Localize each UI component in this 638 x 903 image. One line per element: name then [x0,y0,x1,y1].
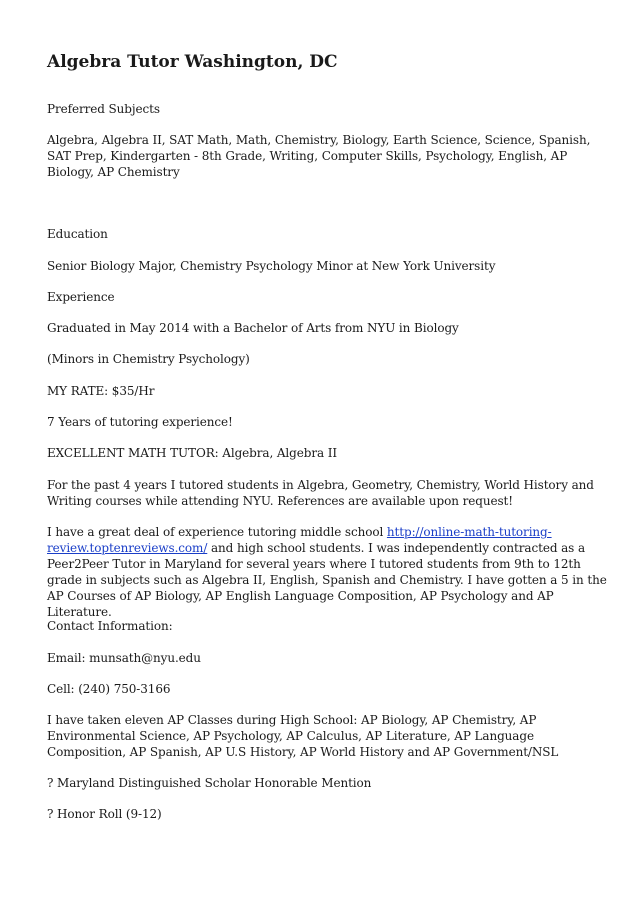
graduated-text: Graduated in May 2014 with a Bachelor of Arts from NYU in Biology [47,321,459,335]
past-years-text: For the past 4 years I tutored students in Algebra, Geometry, Chemistry, World History and Writing courses while attending NYU. References are available upon request! [47,478,594,508]
honor-item: ? Maryland Distinguished Scholar Honorable Mention [47,776,372,790]
experience-text-after-link: and high school students. I was independently contracted as a Peer2Peer Tutor in Maryland for several years where I tutored students from 9th to 12th grade in subjects such as Algebra II, English, Spanish and Chemistry. I have gotten a 5 in the AP Courses of AP Biology, AP English Language Composition, AP Psychology and AP Literature. [47,541,607,619]
contact-heading: Contact Information: [47,619,173,633]
years-experience-text: 7 Years of tutoring experience! [47,415,233,429]
rate-text: MY RATE: $35/Hr [47,384,155,398]
education-text: Senior Biology Major, Chemistry Psychology Minor at New York University [47,259,496,273]
honor-item: ? Honor Roll (9-12) [47,807,162,821]
math-tutor-text: EXCELLENT MATH TUTOR: Algebra, Algebra II [47,446,338,460]
tutoring-review-link[interactable]: http://online-math-tutoring-review.toptenreviews.com/ [47,525,552,555]
education-heading: Education [47,227,108,241]
preferred-subjects-heading: Preferred Subjects [47,102,160,116]
ap-classes-text: I have taken eleven AP Classes during High School: AP Biology, AP Chemistry, AP Environmental Science, AP Psychology, AP Calculus, AP Literature, AP Language Composition, AP Spanish, AP U.S History, AP World History and AP Government/NSL [47,713,559,759]
experience-paragraph [47,524,607,620]
cell-text: Cell: (240) 750-3166 [47,682,171,696]
minors-text: (Minors in Chemistry Psychology) [47,352,250,366]
experience-heading: Experience [47,290,115,304]
preferred-subjects-text: Algebra, Algebra II, SAT Math, Math, Chemistry, Biology, Earth Science, Science, Spanish, SAT Prep, Kindergarten - 8th Grade, Writing, Computer Skills, Psychology, English, AP Biology, AP Chemistry [47,133,591,179]
page-title: Algebra Tutor Washington, DC [47,52,338,72]
email-text: Email: munsath@nyu.edu [47,651,201,665]
experience-text-before-link: I have a great deal of experience tutoring middle school [47,525,387,539]
